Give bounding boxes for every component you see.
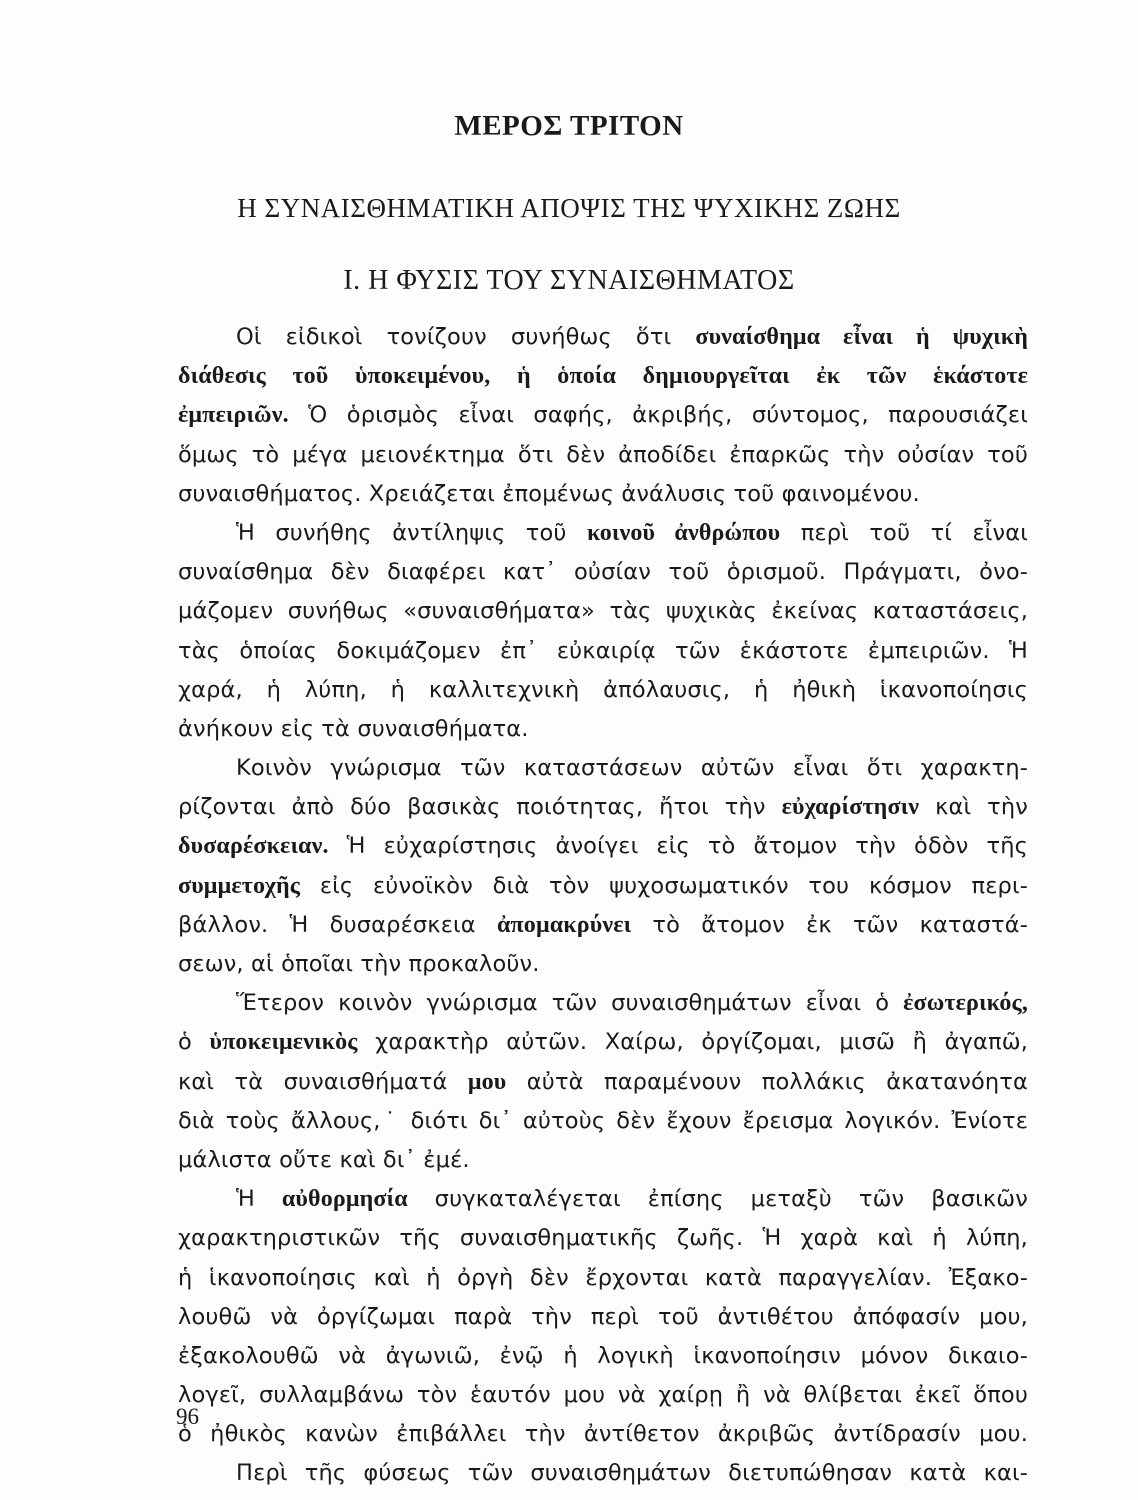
text-line: Ἡ συνήθης ἀντίληψις τοῦ κοινοῦ ἀνθρώπου περὶ τοῦ τί εἶναι: [236, 519, 1028, 546]
text-line: ὁ ὑποκειμενικὸς χαρακτὴρ αὐτῶν. Χαίρω, ὀργίζομαι, μισῶ ἢ ἀγαπῶ,: [178, 1029, 1028, 1056]
text-line: Περὶ τῆς φύσεως τῶν συναισθημάτων διετυπώθησαν κατὰ και-: [236, 1460, 1028, 1487]
bold-term: κοινοῦ ἀνθρώπου: [587, 519, 781, 546]
text-line: δυσαρέσκειαν. Ἡ εὐχαρίστησις ἀνοίγει εἰς τὸ ἄτομον τὴν ὁδὸν τῆς: [178, 833, 1028, 860]
text-line: ἀνήκουν εἰς τὰ συναισθήματα.: [178, 715, 529, 742]
text-line: μάζομεν συνήθως «συναισθήματα» τὰς ψυχικὰς ἐκείνας καταστάσεις,: [178, 598, 1028, 625]
text-line: ρίζονται ἀπὸ δύο βασικὰς ποιότητας, ἤτοι τὴν εὐχαρίστησιν καὶ τὴν: [178, 794, 1028, 821]
bold-term: δυσαρέσκειαν.: [178, 833, 329, 860]
text-line: Κοινὸν γνώρισμα τῶν καταστάσεων αὐτῶν εἶναι ὅτι χαρακτη-: [236, 755, 1028, 782]
text-line: τὰς ὁποίας δοκιμάζομεν ἐπ᾽ εὐκαιρίᾳ τῶν ἑκάστοτε ἐμπειριῶν. Ἡ: [178, 637, 1028, 664]
bold-term: ἐμπειριῶν.: [178, 402, 289, 429]
bold-term: συναίσθημα εἶναι ἡ ψυχικὴ: [695, 324, 1028, 350]
text-line: ἐξακολουθῶ νὰ ἀγωνιῶ, ἐνῷ ἡ λογικὴ ἱκανοποίησιν μόνον δικαιο-: [178, 1342, 1028, 1369]
bold-term: αὐθορμησία: [281, 1186, 408, 1213]
text-line: βάλλον. Ἡ δυσαρέσκεια ἀπομακρύνει τὸ ἄτομον ἐκ τῶν καταστά-: [178, 911, 1029, 938]
text-line: Ἕτερον κοινὸν γνώρισμα τῶν συναισθημάτων εἶναι ὁ ἐσωτερικός,: [236, 990, 1028, 1017]
page-number: 96: [176, 1404, 199, 1429]
text-line: χαρά, ἡ λύπη, ἡ καλλιτεχνικὴ ἀπόλαυσις, ἡ ἠθικὴ ἱκανοποίησις: [178, 676, 1028, 703]
text-line: Οἱ εἰδικοὶ τονίζουν συνήθως ὅτι συναίσθημα εἶναι ἡ ψυχικὴ: [236, 324, 1028, 350]
bold-term: συμμετοχῆς: [178, 872, 301, 899]
chapter-title: Ι. Η ΦΥΣΙΣ ΤΟΥ ΣΥΝΑΙΣΘΗΜΑΤΟΣ: [343, 265, 795, 296]
bold-term: εὐχαρίστησιν: [781, 794, 920, 821]
bold-term: ἐσωτερικός,: [903, 990, 1028, 1017]
text-line: ὁ ἠθικὸς κανὼν ἐπιβάλλει τὴν ἀντίθετον ἀκριβῶς ἀντίδρασίν μου.: [178, 1421, 1028, 1448]
bold-term: ἀπομακρύνει: [496, 911, 632, 938]
bold-term: ὑποκειμενικὸς: [209, 1029, 358, 1056]
part-title: ΜΕΡΟΣ ΤΡΙΤΟΝ: [454, 110, 684, 142]
text-line: συμμετοχῆς εἰς εὐνοϊκὸν διὰ τὸν ψυχοσωματικόν του κόσμον περι-: [178, 872, 1028, 899]
text-line: συναίσθημα δὲν διαφέρει κατ᾽ οὐσίαν τοῦ ὁρισμοῦ. Πράγματι, ὀνο-: [178, 559, 1028, 586]
text-line: λουθῶ νὰ ὀργίζωμαι παρὰ τὴν περὶ τοῦ ἀντιθέτου ἀπόφασίν μου,: [178, 1303, 1028, 1330]
body-text: [178, 318, 1028, 1494]
bold-term: μου: [467, 1068, 507, 1095]
text-line: μάλιστα οὔτε καὶ δι᾽ ἐμέ.: [178, 1146, 470, 1173]
text-line: ἐμπειριῶν. Ὁ ὁρισμὸς εἶναι σαφής, ἀκριβής, σύντομος, παρουσιάζει: [178, 402, 1028, 429]
text-line: διὰ τοὺς ἄλλους,˙ διότι δι᾽ αὐτοὺς δὲν ἔχουν ἔρεισμα λογικόν. Ἐνίοτε: [178, 1107, 1028, 1134]
text-line: καὶ τὰ συναισθήματά μου αὐτὰ παραμένουν πολλάκις ἀκατανόητα: [178, 1068, 1028, 1095]
text-line: ἡ ἱκανοποίησις καὶ ἡ ὀργὴ δὲν ἔρχονται κατὰ παραγγελίαν. Ἐξακο-: [178, 1264, 1028, 1291]
text-line: Ἡ αὐθορμησία συγκαταλέγεται ἐπίσης μεταξὺ τῶν βασικῶν: [236, 1186, 1028, 1213]
section-title: Η ΣΥΝΑΙΣΘΗΜΑΤΙΚΗ ΑΠΟΨΙΣ ΤΗΣ ΨΥΧΙΚΗΣ ΖΩΗΣ: [237, 193, 901, 223]
text-line: ὅμως τὸ μέγα μειονέκτημα ὅτι δὲν ἀποδίδει ἐπαρκῶς τὴν οὐσίαν τοῦ: [178, 441, 1028, 468]
text-line: σεων, αἱ ὁποῖαι τὴν προκαλοῦν.: [178, 951, 540, 977]
text-line: χαρακτηριστικῶν τῆς συναισθηματικῆς ζωῆς. Ἡ χαρὰ καὶ ἡ λύπη,: [178, 1225, 1028, 1252]
text-line: συναισθήματος. Χρειάζεται ἐπομένως ἀνάλυσις τοῦ φαινομένου.: [178, 480, 920, 507]
text-line: διάθεσις τοῦ ὑποκειμένου, ἡ ὁποία δημιουργεῖται ἐκ τῶν ἑκάστοτε: [178, 363, 1028, 390]
text-line: λογεῖ, συλλαμβάνω τὸν ἑαυτόν μου νὰ χαίρῃ ἢ νὰ θλίβεται ἐκεῖ ὅπου: [178, 1382, 1028, 1409]
